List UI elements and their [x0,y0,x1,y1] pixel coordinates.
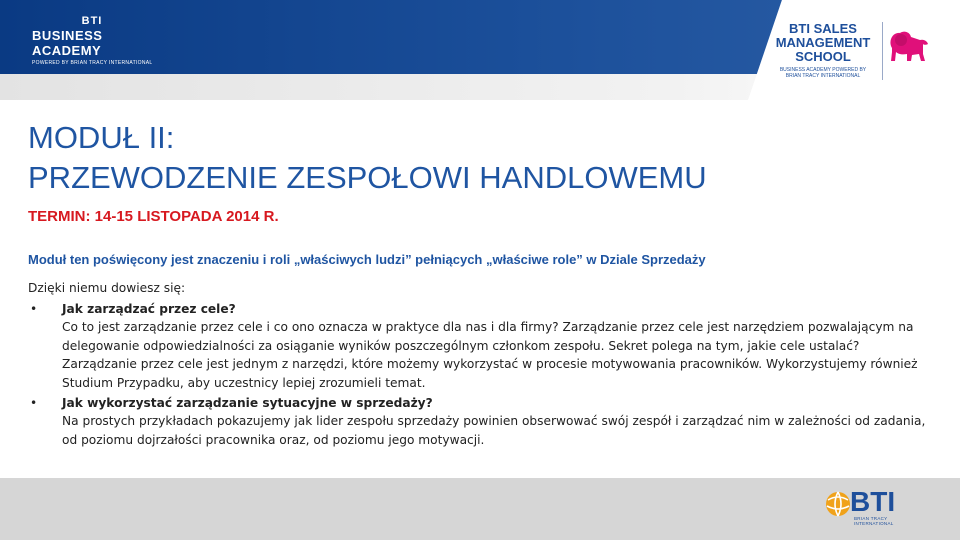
footer-bar [0,478,960,540]
bullet-heading: • Jak zarządzać przez cele? [62,301,236,316]
topic-list [28,300,938,450]
lion-icon [886,28,930,64]
school-logo-sub1: BUSINESS ACADEMY POWERED BY [779,67,867,73]
lead-text: Dzięki niemu dowiesz się: [28,281,186,295]
bullet-heading: • Jak wykorzystać zarządzanie sytuacyjne w sprzedaży? [62,395,433,410]
bti-sales-management-school-logo [768,22,878,79]
footer-logo-sub: BRIAN TRACY INTERNATIONAL [854,516,894,526]
academy-logo-line1: BTI [81,15,103,27]
school-logo-line2: MANAGEMENT [775,35,871,50]
bti-business-academy-logo [32,15,172,66]
school-logo-line3: SCHOOL [795,49,851,64]
school-logo-line1: BTI SALES [789,21,857,36]
termin-date: TERMIN: 14-15 LISTOPADA 2014 R. [28,208,279,225]
academy-logo-line2: BUSINESS ACADEMY [32,28,103,58]
page-title [28,118,928,198]
module-content [28,279,938,450]
bullet-description: Na prostych przykładach pokazujemy jak lider zespołu sprzedaży powinien obserwować swój zespół i zarządzać nim w zależności od zadania, od poziomu dojrzałości pracownika oraz, od poziomu jego motywacji. [62,414,926,447]
module-intro: Moduł ten poświęcony jest znaczeniu i roli „właściwych ludzi” pełniących „właściwe role” w Dziale Sprzedaży [28,252,706,267]
list-item [28,300,938,393]
globe-icon [824,490,852,520]
list-item [28,394,938,450]
footer-logo-text: BTI [850,486,896,517]
school-logo-sub2: BRIAN TRACY INTERNATIONAL [785,73,861,79]
bti-footer-logo [824,486,924,526]
academy-logo-line3: POWERED BY BRIAN TRACY INTERNATIONAL [32,60,153,66]
title-line1: MODUŁ II: [28,120,175,155]
school-logo-divider [882,22,883,80]
bullet-description: Co to jest zarządzanie przez cele i co ono oznacza w praktyce dla nas i dla firmy? Zarządzanie przez cele jest narzędziem pozwalającym na delegowanie odpowiedzialności za osiąganie wyników poszczególnym członkom zespołu. Sekret polega na tym, jakie cele ustalać? Zarządzanie przez cele jest jednym z narzędzi, które możemy wykorzystać w procesie motywowania pracowników. Wykorzystujemy również Studium Przypadku, aby uczestnicy lepiej zrozumieli temat. [62,320,918,390]
title-line2: PRZEWODZENIE ZESPOŁOWI HANDLOWEMU [28,160,707,195]
